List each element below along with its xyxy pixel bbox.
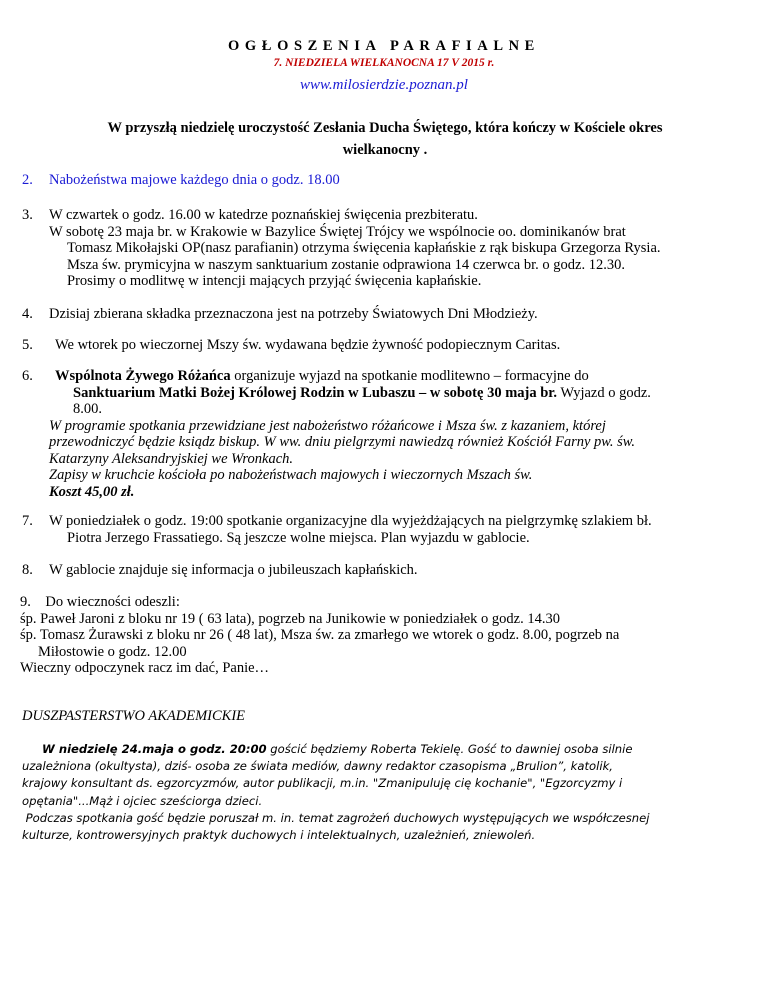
item-line: Sanktuarium Matki Bożej Królowej Rodzin w Lubaszu – w sobotę 30 maja br. Wyjazd o godz. — [73, 384, 651, 401]
announcement-item-4 — [22, 306, 748, 324]
academic-line: Podczas spotkania gość będzie poruszał m. in. temat zagrożeń duchowych występujących we współczesnej — [22, 810, 650, 825]
main-announcement-line-1: W przyszłą niedzielę uroczystość Zesłania Ducha Świętego, która kończy w Kościele okres — [107, 120, 663, 136]
item-line — [20, 594, 746, 611]
academic-ministry-text — [22, 741, 742, 844]
item-number: 7. — [22, 513, 33, 529]
item-line: Wspólnota Żywego Różańca organizuje wyjazd na spotkanie modlitewno – formacyjne do — [55, 368, 589, 384]
item-number: 6. — [22, 368, 33, 384]
academic-line: kulturze, kontrowersyjnych praktyk duchowych i intelektualnych, uzależnień, zniewoleń. — [22, 828, 536, 843]
academic-line: W niedzielę 24.maja o godz. 20:00 gościć będziemy Roberta Tekielę. Gość to dawniej osoba silnie — [42, 742, 633, 756]
item-number: 4. — [22, 306, 33, 322]
website-link[interactable]: www.milosierdzie.poznan.pl — [300, 77, 468, 93]
item-line: W sobotę 23 maja br. w Krakowie w Bazylice Świętej Trójcy we wspólnocie oo. dominikanów brat — [49, 223, 626, 240]
announcement-item-8 — [22, 562, 748, 580]
item-number: 5. — [22, 337, 33, 353]
prayer-line: Wieczny odpoczynek racz im dać, Panie… — [20, 660, 270, 676]
academic-line: uzależniona (okultysta), dziś- osoba ze świata mediów, dawny redaktor czasopisma „Brulion”, katolik, — [22, 759, 613, 774]
group-name: Wspólnota Żywego Różańca — [55, 368, 231, 384]
destination: Sanktuarium Matki Bożej Królowej Rodzin w Lubaszu – w sobotę 30 maja br. — [73, 384, 558, 401]
academic-line: opętania"...Mąż i ojciec sześciorga dzieci. — [22, 793, 263, 808]
item-text: Nabożeństwa majowe każdego dnia o godz. 18.00 — [49, 172, 340, 188]
main-announcement — [40, 117, 730, 161]
announcement-item-2 — [22, 172, 748, 190]
event-date: W niedzielę 24.maja o godz. 20:00 — [42, 742, 267, 756]
item-text — [49, 513, 749, 546]
obituary-line: śp. Tomasz Żurawski z bloku nr 26 ( 48 lat), Msza św. za zmarłego we wtorek o godz. 8.00, pogrzeb na — [20, 627, 620, 643]
announcement-item-7 — [22, 513, 748, 549]
item-number: 8. — [22, 562, 33, 578]
academic-ministry-heading: DUSZPASTERSTWO AKADEMICKIE — [22, 708, 246, 724]
item-text: Dzisiaj zbierana składka przeznaczona jest na potrzeby Światowych Dni Młodzieży. — [49, 306, 538, 322]
item-line: Tomasz Mikołajski OP(nasz parafianin) otrzyma święcenia kapłańskie z rąk biskupa Grzegorza Rysia. — [67, 240, 661, 256]
item-text: We wtorek po wieczornej Mszy św. wydawana będzie żywność podopiecznym Caritas. — [55, 337, 561, 353]
item-text — [49, 207, 749, 290]
program-details — [49, 418, 635, 501]
item-line: W poniedziałek o godz. 19:00 spotkanie organizacyjne dla wyjeżdżających na pielgrzymkę szlakiem bł. — [49, 513, 652, 529]
main-announcement-line-2: wielkanocny . — [342, 142, 428, 158]
item-line: W czwartek o godz. 16.00 w katedrze poznańskiej święcenia prezbiteratu. — [49, 207, 478, 223]
item-line: 8.00. — [73, 401, 102, 417]
item-line: Katarzyny Aleksandryjskiej we Wronkach. — [49, 450, 294, 467]
item-number: 9. — [20, 594, 31, 610]
item-number: 3. — [22, 207, 33, 223]
item-line: Prosimy o modlitwę w intencji mających przyjąć święcenia kapłańskie. — [67, 273, 482, 289]
announcement-item-5 — [22, 337, 748, 355]
obituary-line: śp. Paweł Jaroni z bloku nr 19 ( 63 lata), pogrzeb na Junikowie w poniedziałek o godz. 14.30 — [20, 610, 560, 627]
item-line: Zapisy w kruchcie kościoła po nabożeństwach majowych i wieczornych Mszach św. — [49, 467, 533, 483]
academic-line: krajowy konsultant ds. egzorcyzmów, autor publikacji, m.in. "Zmanipuluję cię kochanie", "Egzorcyzmy i — [22, 776, 623, 791]
item-number: 2. — [22, 172, 33, 188]
announcement-item-6 — [22, 368, 748, 500]
item-text — [55, 368, 749, 418]
trip-cost: Koszt 45,00 zł. — [49, 483, 135, 500]
item-line: Piotra Jerzego Frassatiego. Są jeszcze wolne miejsca. Plan wyjazdu w gablocie. — [67, 529, 530, 546]
obituary-line: Miłostowie o godz. 12.00 — [38, 643, 187, 660]
item-line: przewodniczyć będzie ksiądz biskup. W ww. dniu pielgrzymi nawiedzą również Kościół Farny pw. św. — [49, 434, 636, 450]
announcement-item-3 — [22, 207, 748, 293]
page-title: OGŁOSZENIA PARAFIALNE — [228, 38, 540, 54]
item-heading: Do wieczności odeszli: — [45, 594, 180, 610]
item-text: W gablocie znajduje się informacja o jubileuszach kapłańskich. — [49, 562, 418, 578]
item-line: Msza św. prymicyjna w naszym sanktuarium zostanie odprawiona 14 czerwca br. o godz. 12.30. — [67, 256, 625, 273]
page-subtitle: 7. NIEDZIELA WIELKANOCNA 17 V 2015 r. — [273, 57, 495, 69]
announcement-item-9 — [20, 594, 746, 680]
item-line: W programie spotkania przewidziane jest nabożeństwo różańcowe i Msza św. z kazaniem, której — [49, 417, 606, 434]
